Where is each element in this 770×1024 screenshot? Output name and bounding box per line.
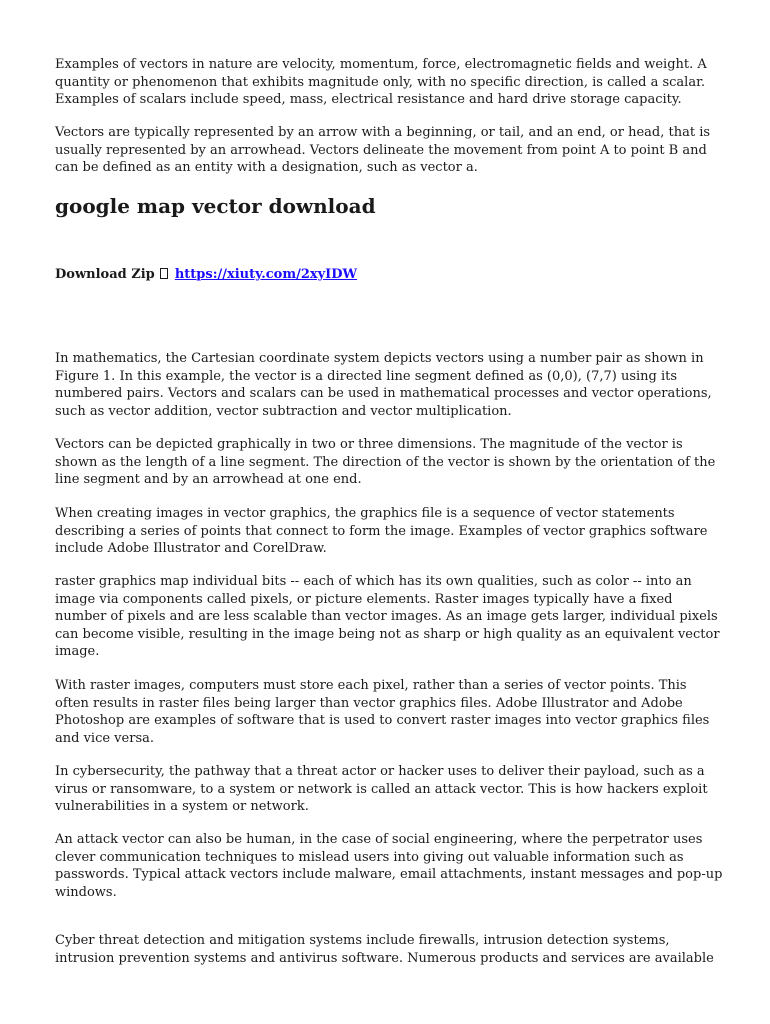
missing-glyph-icon [160, 268, 168, 279]
paragraph: In mathematics, the Cartesian coordinate system depicts vectors using a number pair as shown in Figure 1. In this example, the vector is a directed line segment defined as (0,0), (7,7) using its numbered pairs. Vectors and scalars can be used in mathematical processes and vector operations, such as vector addition, vector subtraction and vector multiplication. [55, 351, 712, 419]
paragraph: With raster images, computers must store each pixel, rather than a series of vector points. This often results in raster files being larger than vector graphics files. Adobe Illustrator and Adobe Photoshop are examples of software that is used to convert raster images into vector graphics files and vice versa. [55, 678, 710, 746]
paragraph: Examples of vectors in nature are velocity, momentum, force, electromagnetic fields and weight. A quantity or phenomenon that exhibits magnitude only, with no specific direction, is called a scalar. Examples of scalars include speed, mass, electrical resistance and hard drive storage capacity. [55, 57, 707, 108]
paragraph: raster graphics map individual bits -- each of which has its own qualities, such as color -- into an image via components called pixels, or picture elements. Raster images typically have a fixed number of pixels and are less scalable than vector images. As an image gets larger, individual pixels can become visible, resulting in the image being not as sharp or high quality as an equivalent vector image. [55, 574, 720, 660]
paragraph: Cyber threat detection and mitigation systems include firewalls, intrusion detection systems, intrusion prevention systems and antivirus software. Numerous products and services are available [55, 933, 714, 966]
download-link[interactable]: https://xiuty.com/2xyIDW [174, 267, 358, 282]
download-line [55, 266, 357, 284]
paragraph: An attack vector can also be human, in the case of social engineering, where the perpetrator uses clever communication techniques to mislead users into giving out valuable information such as passwords. Typical attack vectors include malware, email attachments, instant messages and pop-up windows. [55, 832, 723, 900]
paragraph: Vectors can be depicted graphically in two or three dimensions. The magnitude of the vector is shown as the length of a line segment. The direction of the vector is shown by the orientation of the line segment and by an arrowhead at one end. [55, 437, 716, 488]
download-label: Download Zip [55, 267, 155, 282]
paragraph: When creating images in vector graphics, the graphics file is a sequence of vector statements describing a series of points that connect to form the image. Examples of vector graphics software include Adobe Illustrator and CorelDraw. [55, 506, 708, 557]
paragraph: Vectors are typically represented by an arrow with a beginning, or tail, and an end, or head, that is usually represented by an arrowhead. Vectors delineate the movement from point A to point B and can be defined as an entity with a designation, such as vector a. [55, 125, 711, 176]
paragraph: In cybersecurity, the pathway that a threat actor or hacker uses to deliver their payload, such as a virus or ransomware, to a system or network is called an attack vector. This is how hackers exploit vulnerabilities in a system or network. [55, 764, 708, 815]
page-heading: google map vector download [55, 194, 376, 218]
